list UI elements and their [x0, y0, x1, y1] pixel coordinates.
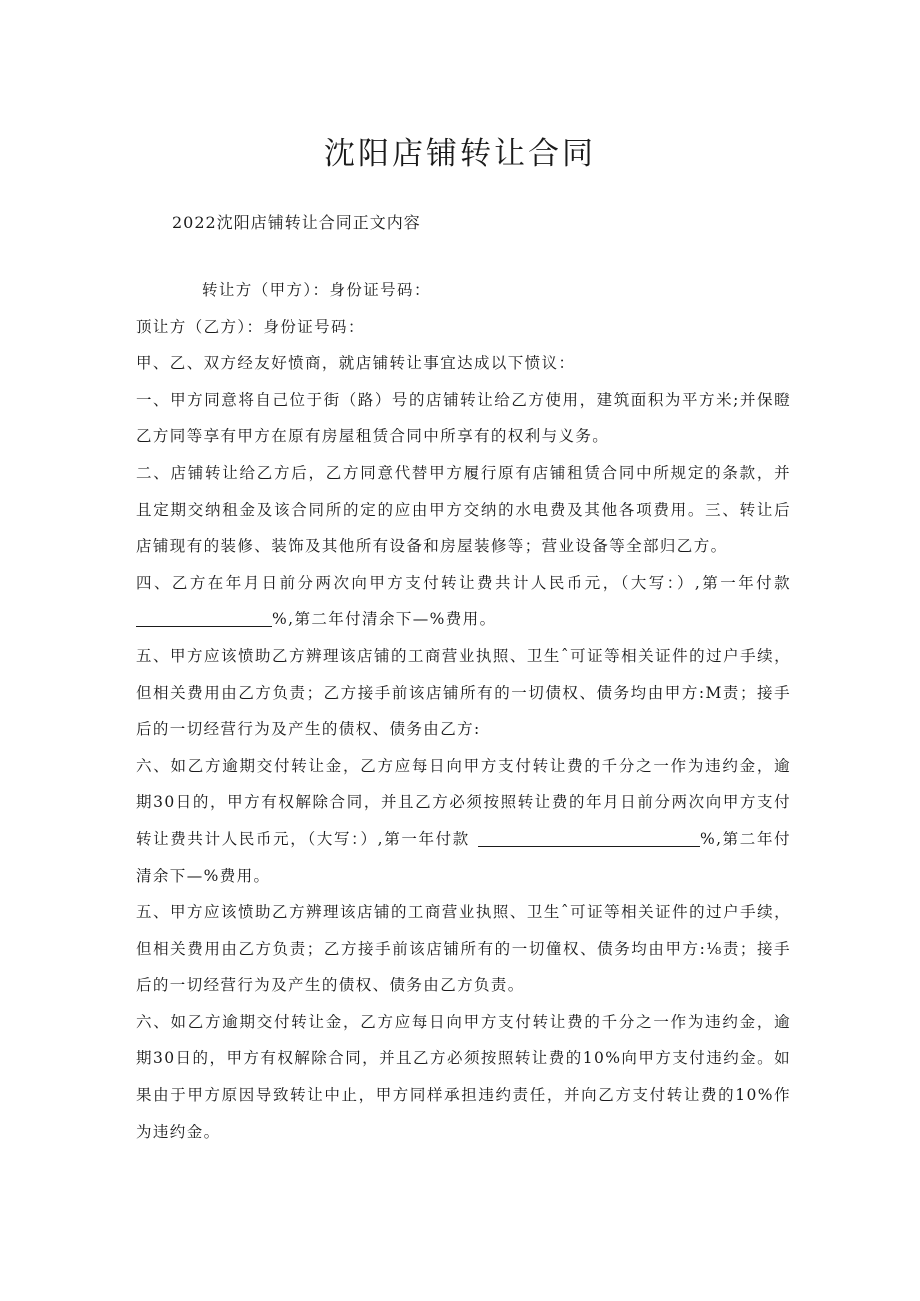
preamble-line: 甲、乙、双方经友好愤商，就店铺转让事宜达成以下愤议： [136, 354, 576, 373]
document-subtitle: 2022沈阳店铺转让合同正文内容 [172, 213, 421, 232]
clause-4-text-a: 四、乙方在年月日前分两次向甲方支付转让费共计人民币元，（大写：）,第一年付款 [136, 573, 791, 592]
transferor-line: 转让方（甲方）：身份证号码： [202, 281, 431, 299]
clause-2: 二、店铺转让给乙方后，乙方同意代替甲方履行原有店铺租赁合同中所规定的条款，并且定期交纳租金及该合同所的定的应由甲方交纳的水电费及其他各项费用。三、转让后店铺现有的装修、装饰及其他所有设备和房屋装修等；营业设备等全部归乙方。 [136, 463, 791, 556]
clause-1: 一、甲方同意将自己位于街（路）号的店铺转让给乙方使用，建筑面积为平方米;并保瞪乙方同等享有甲方在原有房屋租赁合同中所享有的权利与义务。 [136, 390, 791, 446]
payment-percent-blank-2 [478, 830, 700, 847]
contract-body [136, 272, 791, 1150]
clause-6a-text-a: 六、如乙方逾期交付转让金，乙方应每日向甲方支付转让费的千分之一作为违约金，逾期30日的，甲方有权解除合同，并且乙方必须按照转让费的年月日前分两次向甲方支付转让费共计人民币元，（大写：）,第一年付款 [136, 756, 791, 848]
clause-4 [136, 565, 791, 638]
clause-5b: 五、甲方应该愤助乙方辨理该店铺的工商营业执照、卫生ˆ可证等相关证件的过户手续，但相关费用由乙方负责；乙方接手前该店铺所有的一切僮权、债务均由甲方:⅛责；接手后的一切经营行为及产生的债权、债务由乙方负责。 [136, 903, 791, 995]
transferee-line: 顶让方（乙方）：身份证号码： [136, 317, 365, 336]
clause-5a: 五、甲方应该愤助乙方辨理该店铺的工商营业执照、卫生ˆ可证等相关证件的过户手续，但相关费用由乙方负责；乙方接手前该店铺所有的一切债权、债务均由甲方:M责；接手后的一切经营行为及产生的债权、债务由乙方: [136, 646, 791, 739]
clause-6a [136, 748, 791, 894]
clause-6b: 六、如乙方逾期交付转让金，乙方应每日向甲方支付转让费的千分之一作为违约金，逾期30日的，甲方有权解除合同，并且乙方必须按照转让费的10%向甲方支付违约金。如果由于甲方原因导致转让中止，甲方同样承担违约责任，并向乙方支付转让费的10%作为违约金。 [136, 1012, 791, 1141]
payment-percent-blank [136, 610, 272, 627]
document-title: 沈阳店铺转让合同 [324, 136, 596, 172]
clause-6a-text-b: %,第二年付清余下—%费用。 [136, 829, 791, 885]
clause-4-text-b: %,第二年付清余下—%费用。 [272, 610, 497, 629]
